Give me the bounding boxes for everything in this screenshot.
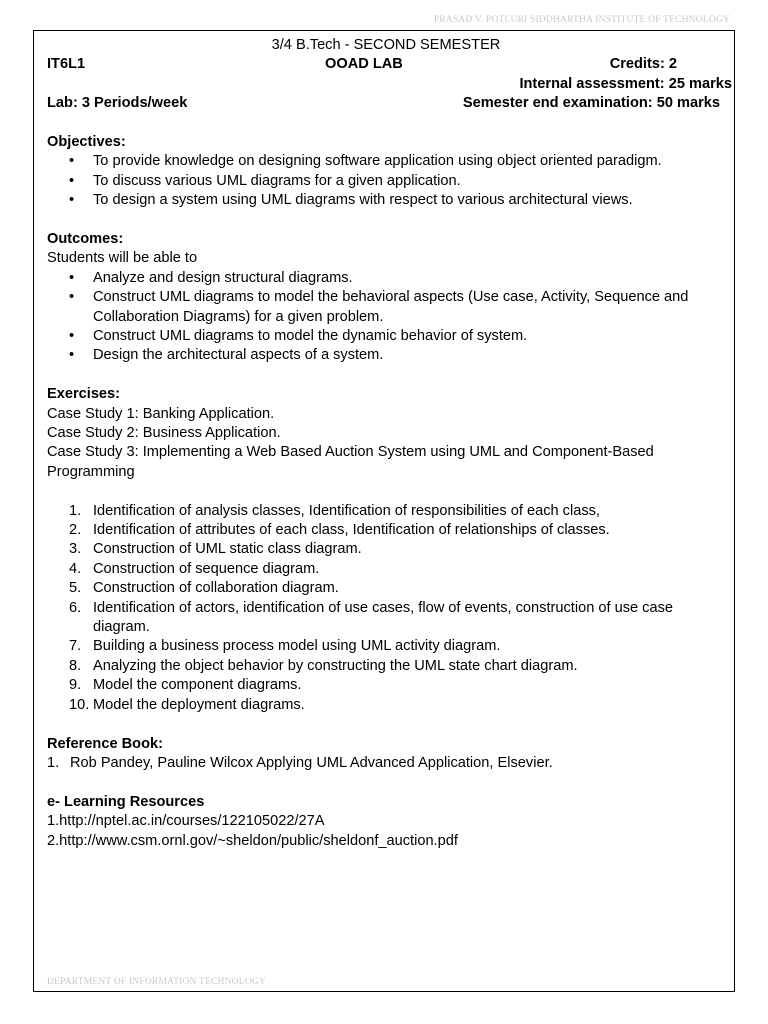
elearning-link-2[interactable]: 2.http://www.csm.ornl.gov/~sheldon/public/sheldonf_auction.pdf xyxy=(47,832,458,849)
case-study-1: Case Study 1: Banking Application. xyxy=(47,405,275,422)
list-item: • To provide knowledge on designing software application using object oriented paradigm. xyxy=(47,152,737,171)
case-study-2: Case Study 2: Business Application. xyxy=(47,425,281,442)
objectives-heading: Objectives: xyxy=(47,133,126,150)
exercises-heading: Exercises: xyxy=(47,386,121,403)
list-item: 6. Identification of actors, identification of use cases, flow of events, construction of use case diagram. xyxy=(69,599,674,636)
elearning-heading: e- Learning Resources xyxy=(47,793,205,810)
internal-assessment-row xyxy=(47,75,737,94)
list-item: 1. Identification of analysis classes, Identification of responsibilities of each class, xyxy=(69,502,600,519)
list-item: • Analyze and design structural diagrams. xyxy=(47,269,737,288)
list-item: 8. Analyzing the object behavior by constructing the UML state chart diagram. xyxy=(69,657,578,674)
course-code-row xyxy=(47,55,737,74)
list-item: 2. Identification of attributes of each class, Identification of relationships of classes. xyxy=(69,522,610,539)
bullet-icon: • xyxy=(69,269,75,286)
objectives-list xyxy=(47,152,737,210)
list-item: 4. Construction of sequence diagram. xyxy=(69,560,320,577)
list-item: 9. Model the component diagrams. xyxy=(69,677,302,694)
list-item: • Construct UML diagrams to model the dynamic behavior of system. xyxy=(47,327,737,346)
case-study-3: Case Study 3: Implementing a Web Based Auction System using UML and Component-Based Programming xyxy=(47,444,654,480)
reference-heading: Reference Book: xyxy=(47,735,163,752)
outcomes-list xyxy=(47,269,737,366)
outcomes-heading: Outcomes: xyxy=(47,230,124,247)
lab-periods: Lab: 3 Periods/week xyxy=(47,95,188,112)
bullet-icon: • xyxy=(69,153,75,170)
bullet-icon: • xyxy=(69,192,75,209)
course-code: IT6L1 xyxy=(47,56,86,73)
reference-item: 1. Rob Pandey, Pauline Wilcox Applying UML Advanced Application, Elsevier. xyxy=(47,754,553,771)
syllabus-content xyxy=(47,36,737,851)
semester-line: 3/4 B.Tech - SECOND SEMESTER xyxy=(271,37,501,53)
elearning-link-1[interactable]: 1.http://nptel.ac.in/courses/122105022/27A xyxy=(47,813,325,830)
course-credits: Credits: 2 xyxy=(609,56,677,73)
semester-end-exam: Semester end examination: 50 marks xyxy=(462,95,720,112)
list-item: 10. Model the deployment diagrams. xyxy=(69,696,305,713)
course-name: OOAD LAB xyxy=(325,56,403,73)
institute-header-note: PRASAD V. POTLURI SIDDHARTHA INSTITUTE OF TECHNOLOGY xyxy=(433,15,730,25)
list-item: • To design a system using UML diagrams with respect to various architectural views. xyxy=(47,191,737,210)
list-item: • Design the architectural aspects of a system. xyxy=(47,346,737,365)
internal-assessment: Internal assessment: 25 marks xyxy=(519,75,732,92)
bullet-icon: • xyxy=(69,289,75,306)
outcomes-intro: Students will be able to xyxy=(47,250,198,267)
list-item: 7. Building a business process model using UML activity diagram. xyxy=(69,638,501,655)
list-item: • To discuss various UML diagrams for a given application. xyxy=(47,172,737,191)
bullet-icon: • xyxy=(69,328,75,345)
list-item: 3. Construction of UML static class diagram. xyxy=(69,541,362,558)
bullet-icon: • xyxy=(69,172,75,189)
bullet-icon: • xyxy=(69,347,75,364)
list-item: • Construct UML diagrams to model the behavioral aspects (Use case, Activity, Sequence and Collaboration Diagrams) for a given problem. xyxy=(69,289,689,325)
lab-row xyxy=(47,94,737,113)
list-item: 5. Construction of collaboration diagram. xyxy=(69,580,339,597)
exercise-list xyxy=(47,502,737,715)
department-footer-note: DEPARTMENT OF INFORMATION TECHNOLOGY xyxy=(47,977,266,987)
